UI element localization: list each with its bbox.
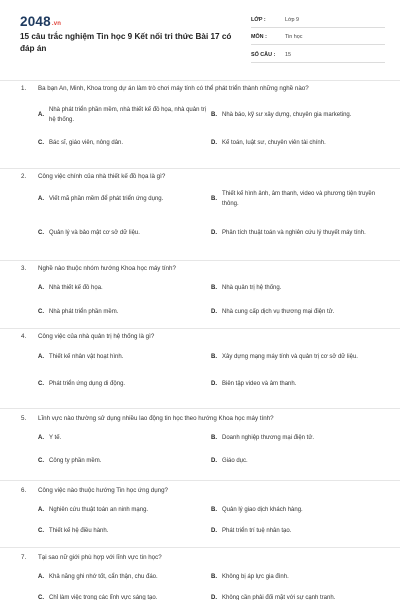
question-list — [0, 80, 400, 600]
option-text: Biên tập video và âm thanh. — [222, 381, 297, 387]
question-item — [0, 260, 400, 328]
question-item — [0, 547, 400, 600]
option-text: Nghiên cứu thuật toán an ninh mạng. — [49, 507, 149, 513]
meta-value: Lớp 9 — [285, 16, 300, 23]
option-text: Phát triển ứng dụng di động. — [49, 381, 126, 387]
option-c[interactable] — [38, 137, 211, 149]
option-text: Nhà phát triển phần mềm. — [49, 309, 119, 315]
question-text: Nghề nào thuộc nhóm hướng Khoa học máy tính? — [38, 265, 176, 272]
logo-main: 2048 — [20, 14, 51, 29]
question-item — [0, 168, 400, 260]
meta-row-class — [251, 13, 385, 28]
option-key: B. — [211, 196, 217, 202]
question-line — [0, 481, 400, 496]
meta-value: 15 — [285, 51, 291, 58]
option-text: Không bị áp lực gia đình. — [222, 574, 289, 580]
meta-row-count — [251, 48, 385, 63]
option-text: Khả năng ghi nhớ tốt, cẩn thận, chu đáo. — [49, 574, 158, 580]
question-line — [0, 261, 400, 274]
option-key: D. — [211, 381, 217, 387]
option-c[interactable] — [38, 592, 211, 600]
question-line — [0, 169, 400, 182]
option-row — [0, 504, 400, 516]
option-key: B. — [211, 354, 217, 360]
option-text: Thiết kế hình ảnh, âm thanh, video và phương tiện truyền thông. — [222, 191, 376, 207]
option-row — [0, 378, 400, 390]
option-d[interactable] — [211, 378, 384, 390]
option-key: B. — [211, 111, 217, 118]
option-text: Bác sĩ, giáo viên, nông dân. — [49, 140, 124, 146]
option-text: Thiết kế hệ điều hành. — [49, 528, 109, 534]
question-text: Tại sao nữ giới phù hợp với lĩnh vực tin học? — [38, 554, 162, 561]
option-a[interactable] — [38, 432, 211, 444]
option-text: Không cần phải đối mặt với sự cạnh tranh. — [222, 595, 336, 600]
logo-suffix: .vn — [51, 21, 62, 27]
option-b[interactable] — [211, 346, 384, 368]
option-row — [0, 282, 400, 294]
question-number: 1. — [21, 85, 27, 92]
question-line — [0, 409, 400, 424]
option-text: Công ty phần mềm. — [49, 458, 102, 464]
option-key: A. — [38, 435, 44, 441]
meta-label: LỚP : — [251, 16, 266, 23]
option-key: C. — [38, 528, 44, 534]
question-item — [0, 328, 400, 408]
option-text: Kế toán, luật sư, chuyên viên tài chính. — [222, 140, 326, 146]
option-key: A. — [38, 285, 44, 291]
option-d[interactable] — [211, 525, 384, 537]
worksheet-header — [0, 0, 400, 72]
option-key: D. — [211, 140, 217, 146]
question-text: Ba bạn An, Minh, Khoa trong dự án làm trò chơi máy tính có thể phát triển thành những nghề nào? — [38, 85, 309, 92]
option-key: B. — [211, 507, 217, 513]
option-key: D. — [211, 309, 217, 315]
question-text: Công việc của nhà quản trị hệ thống là gì? — [38, 333, 155, 340]
question-item — [0, 408, 400, 480]
option-key: B. — [211, 574, 217, 580]
option-row — [0, 222, 400, 244]
option-a[interactable] — [38, 571, 211, 583]
option-text: Nhà quản trị hệ thống. — [222, 285, 282, 291]
option-row — [0, 137, 400, 149]
option-text: Nhà thiết kế đồ họa. — [49, 285, 103, 291]
option-text: Quản lý giao dịch khách hàng. — [222, 507, 303, 513]
option-key: A. — [38, 574, 44, 580]
option-text: Nhà báo, kỹ sư xây dựng, chuyên gia marketing. — [222, 111, 352, 118]
option-row — [0, 525, 400, 537]
option-a[interactable] — [38, 188, 211, 210]
question-line — [0, 81, 400, 94]
option-a[interactable] — [38, 103, 211, 126]
option-key: C. — [38, 458, 44, 464]
option-key: D. — [211, 595, 217, 600]
option-c[interactable] — [38, 378, 211, 390]
question-text: Công việc chính của nhà thiết kế đồ họa là gì? — [38, 173, 166, 180]
question-item — [0, 480, 400, 547]
option-c[interactable] — [38, 525, 211, 537]
option-d[interactable] — [211, 137, 384, 149]
option-text: Quản lý và bảo mật cơ sở dữ liệu. — [49, 230, 140, 236]
option-text: Viết mã phần mềm để phát triển ứng dụng. — [49, 196, 164, 202]
option-key: A. — [38, 196, 44, 202]
option-key: C. — [38, 230, 44, 236]
option-row — [0, 455, 400, 467]
option-text: Nhà phát triển phần mềm, nhà thiết kế đồ họa, nhà quản trị hệ thống. — [49, 106, 207, 123]
question-number: 5. — [21, 415, 27, 422]
option-d[interactable] — [211, 455, 384, 467]
question-line — [0, 329, 400, 342]
option-d[interactable] — [211, 592, 384, 600]
question-item — [0, 80, 400, 168]
option-c[interactable] — [38, 306, 211, 318]
option-row — [0, 346, 400, 368]
option-text: Chỉ làm việc trong các lĩnh vực sáng tạo. — [49, 595, 158, 600]
page-title: 15 câu trắc nghiệm Tin học 9 Kết nối tri thức Bài 17 có đáp án — [20, 32, 232, 53]
meta-value: Tin học — [285, 34, 303, 41]
meta-label: SỐ CÂU : — [251, 51, 276, 58]
option-row — [0, 103, 400, 126]
option-c[interactable] — [38, 222, 211, 244]
option-a[interactable] — [38, 504, 211, 516]
option-text: Xây dựng mạng máy tính và quản trị cơ sở dữ liệu. — [222, 354, 358, 360]
option-b[interactable] — [211, 432, 384, 444]
option-key: C. — [38, 381, 44, 387]
option-key: A. — [38, 507, 44, 513]
site-logo[interactable] — [20, 14, 61, 29]
option-key: D. — [211, 458, 217, 464]
option-key: A. — [38, 354, 44, 360]
option-key: C. — [38, 309, 44, 315]
option-a[interactable] — [38, 346, 211, 368]
option-key: A. — [38, 111, 44, 118]
option-key: C. — [38, 595, 44, 600]
option-text: Thiết kế nhân vật hoạt hình. — [49, 354, 124, 360]
option-text: Y tế. — [49, 435, 62, 441]
option-c[interactable] — [38, 455, 211, 467]
question-number: 2. — [21, 173, 27, 180]
option-row — [0, 306, 400, 318]
option-text: Phát triển trí tuệ nhân tạo. — [222, 528, 292, 534]
question-line — [0, 548, 400, 563]
option-b[interactable] — [211, 188, 384, 210]
question-number: 4. — [21, 333, 27, 340]
meta-panel — [251, 13, 385, 63]
option-b[interactable] — [211, 504, 384, 516]
option-row — [0, 571, 400, 583]
meta-label: MÔN : — [251, 34, 267, 41]
option-b[interactable] — [211, 571, 384, 583]
option-d[interactable] — [211, 222, 384, 244]
question-number: 6. — [21, 487, 27, 494]
option-d[interactable] — [211, 306, 384, 318]
option-key: D. — [211, 230, 217, 236]
option-row — [0, 432, 400, 444]
question-text: Lĩnh vực nào thường sử dụng nhiều lao động tin học theo hướng Khoa học máy tính? — [38, 415, 274, 422]
option-text: Nhà cung cấp dịch vụ thương mại điện tử. — [222, 309, 335, 315]
question-number: 7. — [21, 554, 27, 561]
option-key: B. — [211, 435, 217, 441]
option-b[interactable] — [211, 282, 384, 294]
option-text: Doanh nghiệp thương mại điện tử. — [222, 435, 315, 441]
option-key: B. — [211, 285, 217, 291]
question-number: 3. — [21, 265, 27, 272]
option-a[interactable] — [38, 282, 211, 294]
option-row — [0, 592, 400, 600]
option-b[interactable] — [211, 103, 384, 126]
option-text: Phân tích thuật toán và nghiên cứu lý thuyết máy tính. — [222, 230, 366, 236]
question-text: Công việc nào thuộc hướng Tin học ứng dụng? — [38, 487, 168, 494]
option-text: Giáo dục. — [222, 458, 248, 464]
option-key: D. — [211, 528, 217, 534]
option-key: C. — [38, 140, 44, 146]
option-row — [0, 188, 400, 210]
meta-row-subject — [251, 31, 385, 46]
